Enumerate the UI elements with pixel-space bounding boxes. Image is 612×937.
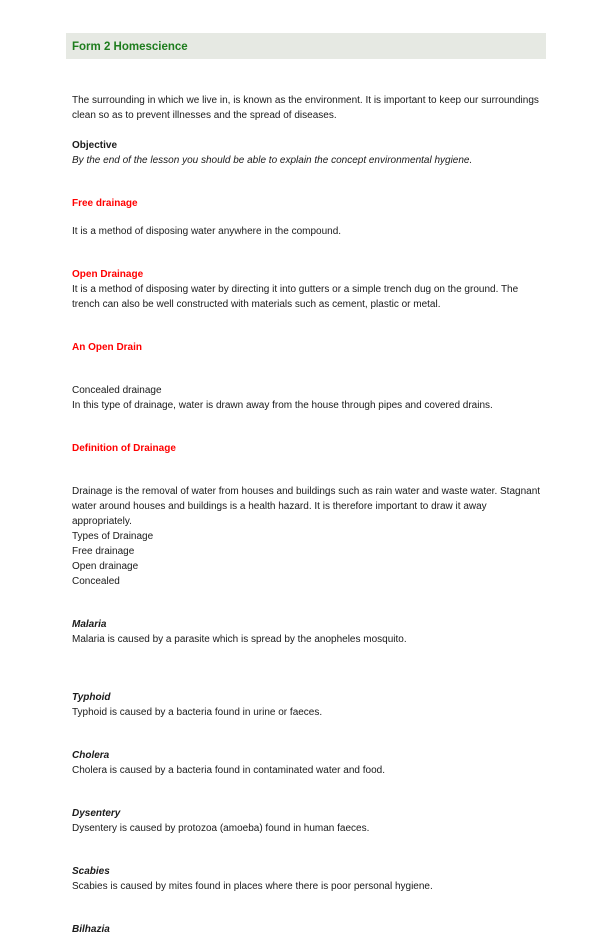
concealed-drainage-text: In this type of drainage, water is drawn away from the house through pipes and covered drains.	[72, 400, 493, 411]
disease-text-cholera: Cholera is caused by a bacteria found in contaminated water and food.	[72, 765, 385, 776]
disease-name-dysentery: Dysentery	[72, 808, 121, 819]
page-title: Form 2 Homescience	[72, 41, 188, 53]
heading-definition-of-drainage: Definition of Drainage	[72, 443, 176, 454]
disease-text-typhoid: Typhoid is caused by a bacteria found in urine or faeces.	[72, 707, 323, 718]
heading-objective: Objective	[72, 140, 118, 151]
document-content	[66, 93, 546, 937]
free-drainage-text: It is a method of disposing water anywhere in the compound.	[72, 226, 342, 237]
objective-text: By the end of the lesson you should be able to explain the concept environmental hygiene.	[72, 155, 473, 166]
disease-name-typhoid: Typhoid	[72, 692, 111, 703]
concealed-drainage-heading: Concealed drainage	[72, 385, 162, 396]
disease-name-bilhazia: Bilhazia	[72, 924, 110, 935]
disease-name-malaria: Malaria	[72, 619, 107, 630]
types-line-3: Open drainage	[72, 561, 139, 572]
title-banner	[66, 33, 546, 59]
disease-text-scabies: Scabies is caused by mites found in places where there is poor personal hygiene.	[72, 881, 433, 892]
types-line-1: Types of Drainage	[72, 531, 154, 542]
open-drainage-text: It is a method of disposing water by directing it into gutters or a simple trench dug on the ground. The trench can also be well constructed with materials such as cement, plastic or metal.	[72, 284, 519, 310]
heading-open-drainage: Open Drainage	[72, 269, 144, 280]
disease-name-scabies: Scabies	[72, 866, 110, 877]
disease-name-cholera: Cholera	[72, 750, 110, 761]
heading-free-drainage: Free drainage	[72, 198, 138, 209]
disease-text-dysentery: Dysentery is caused by protozoa (amoeba) found in human faeces.	[72, 823, 370, 834]
paragraph-intro: The surrounding in which we live in, is known as the environment. It is important to keep our surroundings clean so as to prevent illnesses and the spread of diseases.	[72, 95, 539, 121]
disease-text-malaria: Malaria is caused by a parasite which is spread by the anopheles mosquito.	[72, 634, 407, 645]
types-line-4: Concealed	[72, 576, 120, 587]
definition-text: Drainage is the removal of water from houses and buildings such as rain water and waste water. Stagnant water around houses and buildings is a health hazard. It is therefore important to draw it away appropriately.	[72, 486, 541, 527]
heading-an-open-drain: An Open Drain	[72, 342, 143, 353]
types-line-2: Free drainage	[72, 546, 135, 557]
